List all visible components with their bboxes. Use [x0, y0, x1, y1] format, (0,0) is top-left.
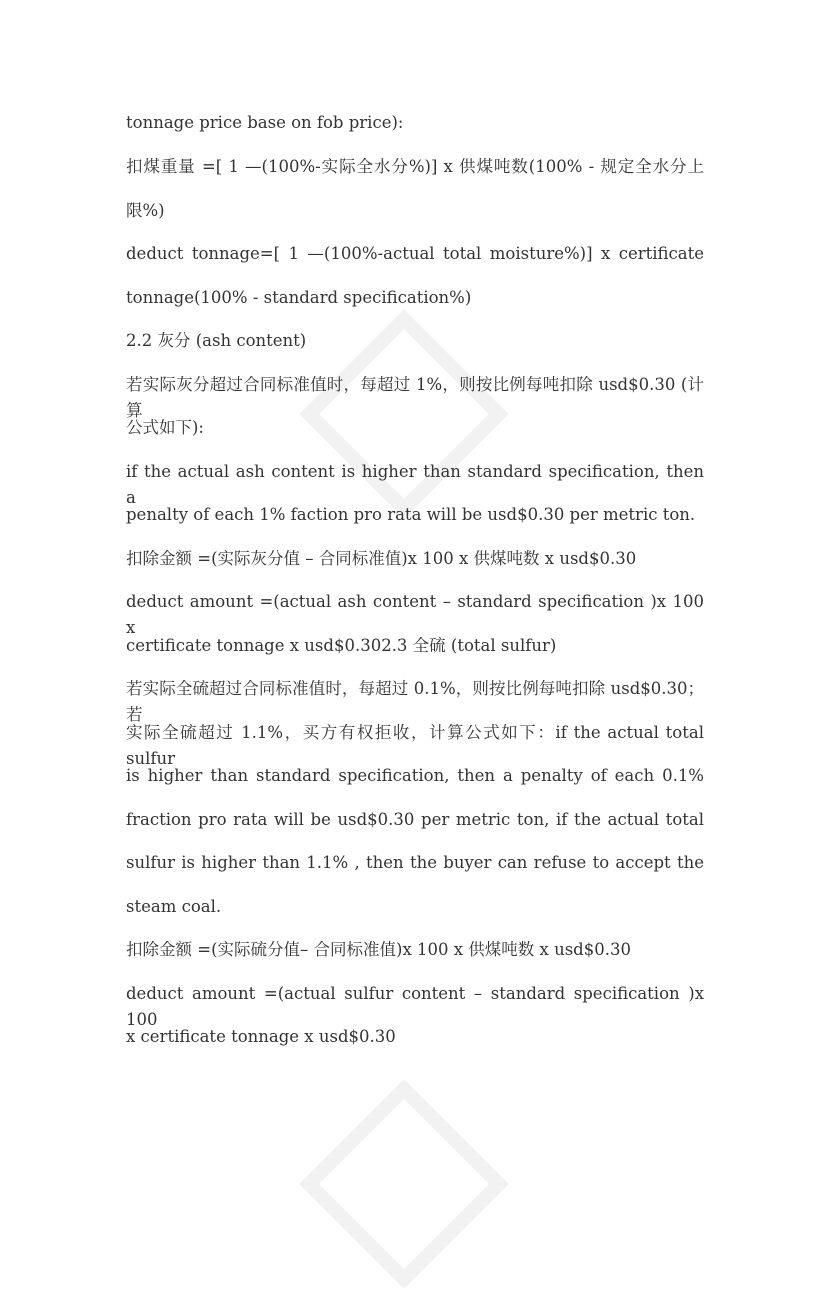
text-line: 扣煤重量 =[ 1 —(100%-实际全水分%)] x 供煤吨数(100% - 规定全水分上	[126, 157, 704, 176]
text-line: x certificate tonnage x usd$0.30	[126, 1027, 396, 1046]
text-line: tonnage(100% - standard specification%)	[126, 288, 472, 307]
text-line: certificate tonnage x usd$0.302.3 全硫 (total sulfur)	[126, 636, 557, 655]
text-line: 公式如下):	[126, 418, 204, 437]
text-line: tonnage price base on fob price):	[126, 113, 404, 132]
text-line: 若实际灰分超过合同标准值时，每超过 1%，则按比例每吨扣除 usd$0.30 (计算	[126, 375, 704, 420]
text-line: 实际全硫超过 1.1%，买方有权拒收，计算公式如下：if the actual total sulfur	[126, 723, 704, 768]
text-line: deduct tonnage=[ 1 —(100%-actual total moisture%)] x certificate	[126, 244, 704, 263]
watermark-logo	[299, 1079, 508, 1288]
section-heading: 2.2 灰分 (ash content)	[126, 331, 307, 350]
text-line: deduct amount =(actual sulfur content – standard specification )x 100	[126, 984, 704, 1029]
text-line: deduct amount =(actual ash content – standard specification )x 100 x	[126, 592, 704, 637]
text-line: 限%)	[126, 201, 165, 220]
text-line: 若实际全硫超过合同标准值时，每超过 0.1%，则按比例每吨扣除 usd$0.30；若	[126, 679, 704, 724]
text-line: penalty of each 1% faction pro rata will be usd$0.30 per metric ton.	[126, 505, 696, 524]
text-line: 扣除金额 =(实际灰分值 – 合同标准值)x 100 x 供煤吨数 x usd$0.30	[126, 549, 637, 568]
text-line: 扣除金额 =(实际硫分值– 合同标准值)x 100 x 供煤吨数 x usd$0.30	[126, 940, 631, 959]
text-line: is higher than standard specification, then a penalty of each 0.1%	[126, 766, 704, 785]
text-line: if the actual ash content is higher than standard specification, then a	[126, 462, 704, 507]
text-line: steam coal.	[126, 897, 222, 916]
text-line: sulfur is higher than 1.1% , then the buyer can refuse to accept the	[126, 853, 704, 872]
text-line: fraction pro rata will be usd$0.30 per metric ton, if the actual total	[126, 810, 704, 829]
